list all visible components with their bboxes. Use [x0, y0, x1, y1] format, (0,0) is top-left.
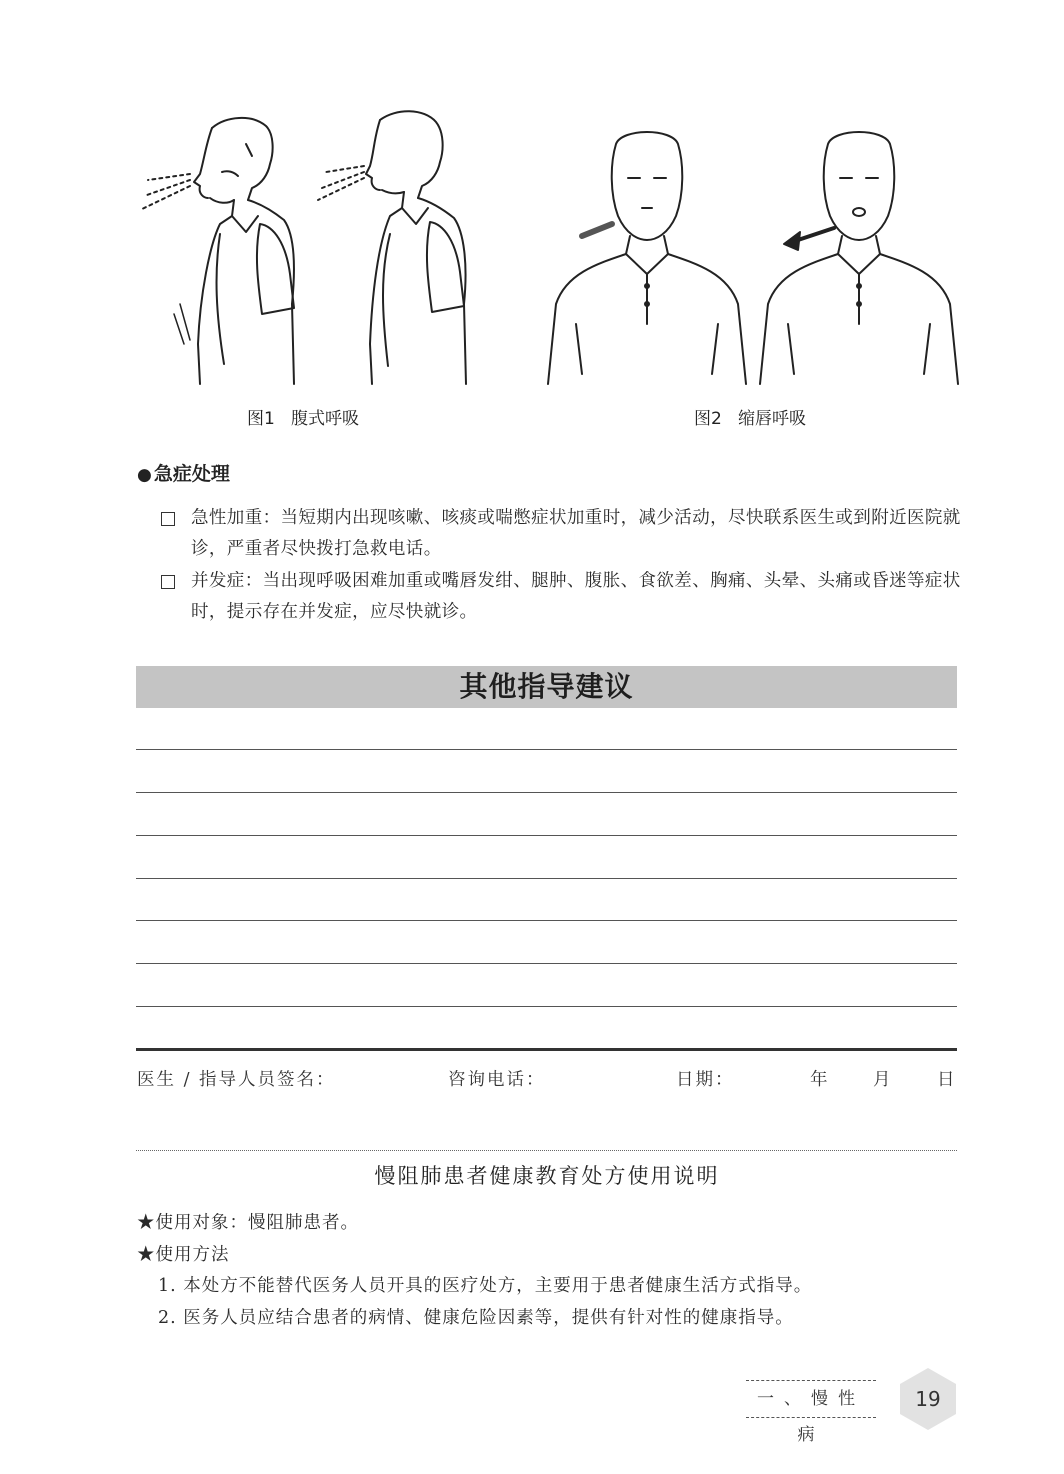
figure-1-number: 图1	[247, 409, 275, 429]
figure-1-title: 腹式呼吸	[291, 409, 360, 429]
writing-line[interactable]	[136, 749, 957, 750]
date-label: 日期：	[676, 1070, 735, 1090]
writing-line[interactable]	[136, 1006, 957, 1007]
checkbox-acute-exacerbation[interactable]	[161, 512, 175, 526]
usage-method-item	[158, 1272, 812, 1297]
usage-method-item	[158, 1304, 794, 1329]
figure-2-illustration	[546, 124, 962, 388]
usage-method-text: 本处方不能替代医务人员开具的医疗处方，主要用于患者健康生活方式指导。	[183, 1276, 813, 1296]
phone-label: 咨询电话：	[448, 1070, 546, 1090]
date-month: 月	[873, 1070, 893, 1090]
section-divider	[136, 1048, 957, 1051]
usage-target-value: 慢阻肺患者。	[248, 1213, 359, 1233]
writing-line[interactable]	[136, 963, 957, 964]
emergency-heading	[137, 459, 230, 486]
emergency-title: 急症处理	[153, 463, 230, 485]
writing-line[interactable]	[136, 920, 957, 921]
figure-1-illustration	[134, 104, 479, 388]
writing-line[interactable]	[136, 878, 957, 879]
figure-2-title: 缩唇呼吸	[738, 409, 807, 429]
bullet-icon: ●	[137, 465, 152, 485]
usage-method-heading: ★使用方法	[137, 1245, 230, 1265]
dotted-divider	[136, 1150, 957, 1151]
figure-2-caption	[694, 404, 806, 429]
usage-method-num: 2.	[158, 1308, 177, 1328]
emergency-item-complications: 并发症：当出现呼吸困难加重或嘴唇发绀、腿肿、腹胀、食欲差、胸痛、头晕、头痛或昏迷等症状时，提示存在并发症，应尽快就诊。	[191, 571, 961, 622]
figure-1-caption	[247, 404, 359, 429]
checkbox-complications[interactable]	[161, 575, 175, 589]
usage-target	[137, 1209, 359, 1234]
page-number: 19	[915, 1387, 941, 1411]
date-year: 年	[810, 1070, 830, 1090]
figure-2-number: 图2	[694, 409, 722, 429]
date-day: 日	[937, 1070, 957, 1090]
writing-line[interactable]	[136, 792, 957, 793]
doctor-signature-label: 医生 / 指导人员签名：	[137, 1070, 336, 1090]
usage-method-text: 医务人员应结合患者的病情、健康危险因素等，提供有针对性的健康指导。	[183, 1308, 794, 1328]
instructions-title: 慢阻肺患者健康教育处方使用说明	[374, 1164, 720, 1188]
emergency-item-acute: 急性加重：当短期内出现咳嗽、咳痰或喘憋症状加重时，减少活动，尽快联系医生或到附近医院就诊，严重者尽快拨打急救电话。	[191, 508, 961, 559]
usage-method-num: 1.	[158, 1276, 177, 1296]
other-advice-banner: 其他指导建议	[136, 666, 957, 708]
writing-line[interactable]	[136, 835, 957, 836]
footer-section-label: 一、慢性病	[746, 1380, 876, 1418]
usage-target-label: ★使用对象：	[137, 1213, 248, 1233]
